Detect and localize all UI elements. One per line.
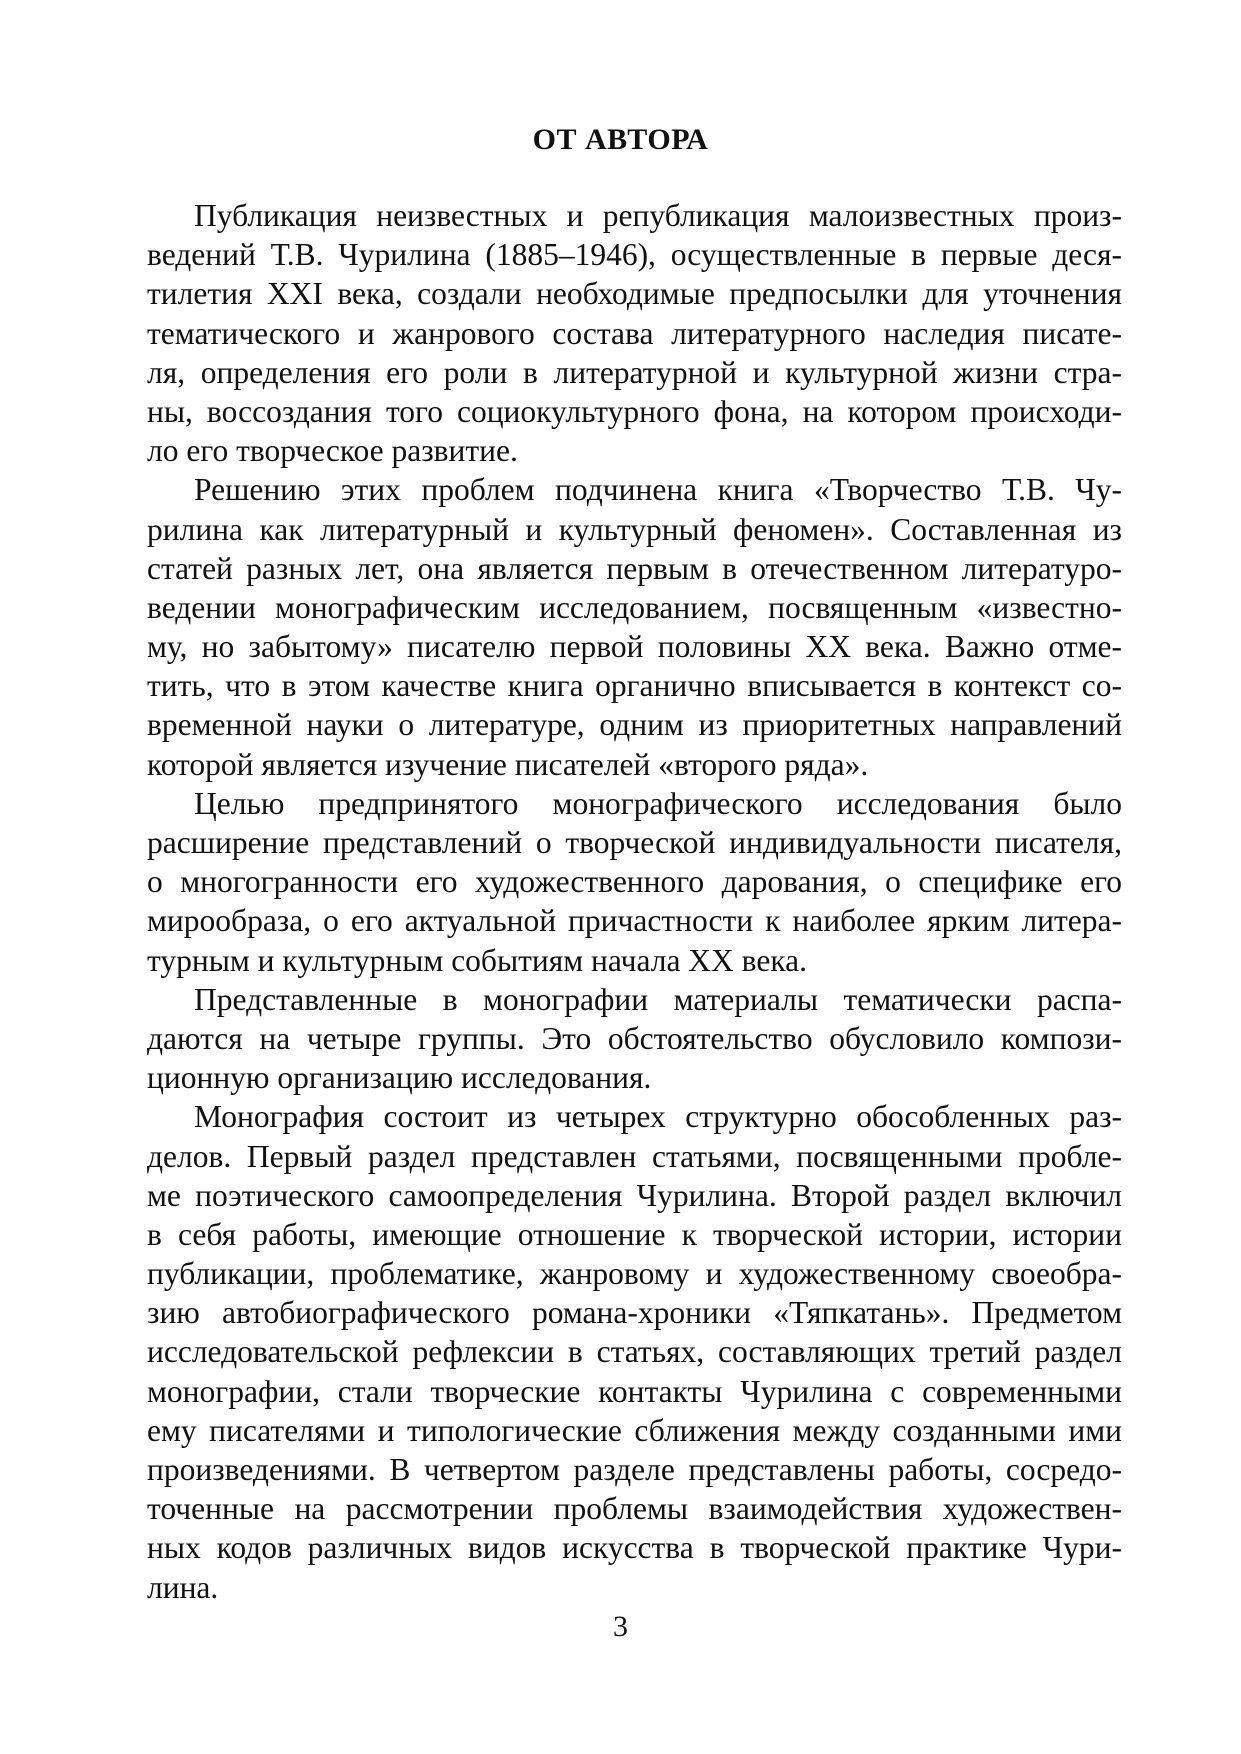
- text-line: тилетия XXI века, создали необходимые предпосылки для уточнения: [147, 276, 1122, 312]
- body-text: [147, 196, 1122, 1607]
- text-line: о многогранности его художественного дарования, о специфике его: [147, 864, 1122, 900]
- paragraph-2: [147, 470, 1122, 784]
- text-line: Представленные в монографии материалы тематически распа-: [194, 981, 1122, 1017]
- text-line: мирообраза, о его актуальной причастности к наиболее ярким литера-: [147, 903, 1122, 939]
- text-line: в себя работы, имеющие отношение к творческой истории, истории: [147, 1216, 1122, 1252]
- text-line: му, но забытому» писателю первой половины XX века. Важно отме-: [147, 629, 1122, 665]
- text-line: произведениями. В четвертом разделе представлены работы, сосредо-: [147, 1452, 1122, 1487]
- text-line: расширение представлений о творческой индивидуальности писателя,: [147, 825, 1122, 860]
- text-line: ционную организацию исследования.: [147, 1060, 652, 1096]
- page-title: ОТ АВТОРА: [532, 123, 709, 156]
- paragraph-3: [147, 784, 1122, 980]
- page-number: 3: [613, 1610, 628, 1643]
- text-line: монографии, стали творческие контакты Чурилина с современными: [147, 1373, 1122, 1409]
- text-line: Решению этих проблем подчинена книга «Творчество Т.В. Чу-: [194, 472, 1122, 508]
- text-line: турным и культурным событиям начала XX века.: [147, 942, 808, 978]
- text-line: ля, определения его роли в литературной и культурной жизни стра-: [147, 354, 1122, 390]
- text-line: временной науки о литературе, одним из приоритетных направлений: [147, 707, 1122, 743]
- text-line: ло его творческое развитие.: [147, 433, 518, 469]
- text-line: ме поэтического самоопределения Чурилина. Второй раздел включил: [147, 1177, 1122, 1213]
- text-line: Публикация неизвестных и републикация малоизвестных произ-: [194, 198, 1122, 233]
- text-line: ны, воссоздания того социокультурного фона, на котором происходи-: [147, 393, 1122, 429]
- text-line: статей разных лет, она является первым в отечественном литературо-: [147, 550, 1122, 586]
- text-line: Целью предпринятого монографического исследования было: [194, 785, 1122, 821]
- text-line: рилина как литературный и культурный феномен». Составленная из: [147, 511, 1122, 547]
- text-line: публикации, проблематике, жанровому и художественному своеобра-: [147, 1256, 1122, 1292]
- text-line: ных кодов различных видов искусства в творческой практике Чури-: [147, 1530, 1122, 1566]
- text-line: зию автобиографического романа-хроники «Тяпкатань». Предметом: [147, 1295, 1122, 1331]
- text-line: делов. Первый раздел представлен статьями, посвященными пробле-: [147, 1138, 1122, 1174]
- text-line: ведений Т.В. Чурилина (1885–1946), осуществленные в первые деся-: [147, 237, 1122, 273]
- text-line: тематического и жанрового состава литературного наследия писате-: [147, 315, 1122, 351]
- paragraph-4: [147, 980, 1122, 1098]
- text-line: которой является изучение писателей «второго ряда».: [147, 746, 869, 782]
- text-line: Монография состоит из четырех структурно обособленных раз-: [194, 1099, 1122, 1135]
- text-line: точенные на рассмотрении проблемы взаимодействия художествен-: [147, 1491, 1122, 1527]
- text-line: ему писателями и типологические сближения между созданными ими: [147, 1412, 1122, 1448]
- paragraph-5: [147, 1097, 1122, 1606]
- paragraph-1: [147, 196, 1122, 470]
- text-line: лина.: [147, 1569, 219, 1605]
- text-line: исследовательской рефлексии в статьях, составляющих третий раздел: [147, 1334, 1122, 1370]
- text-line: даются на четыре группы. Это обстоятельство обусловило компози-: [147, 1020, 1122, 1056]
- text-line: тить, что в этом качестве книга органично вписывается в контекст со-: [147, 668, 1122, 704]
- text-line: ведении монографическим исследованием, посвященным «известно-: [147, 589, 1122, 625]
